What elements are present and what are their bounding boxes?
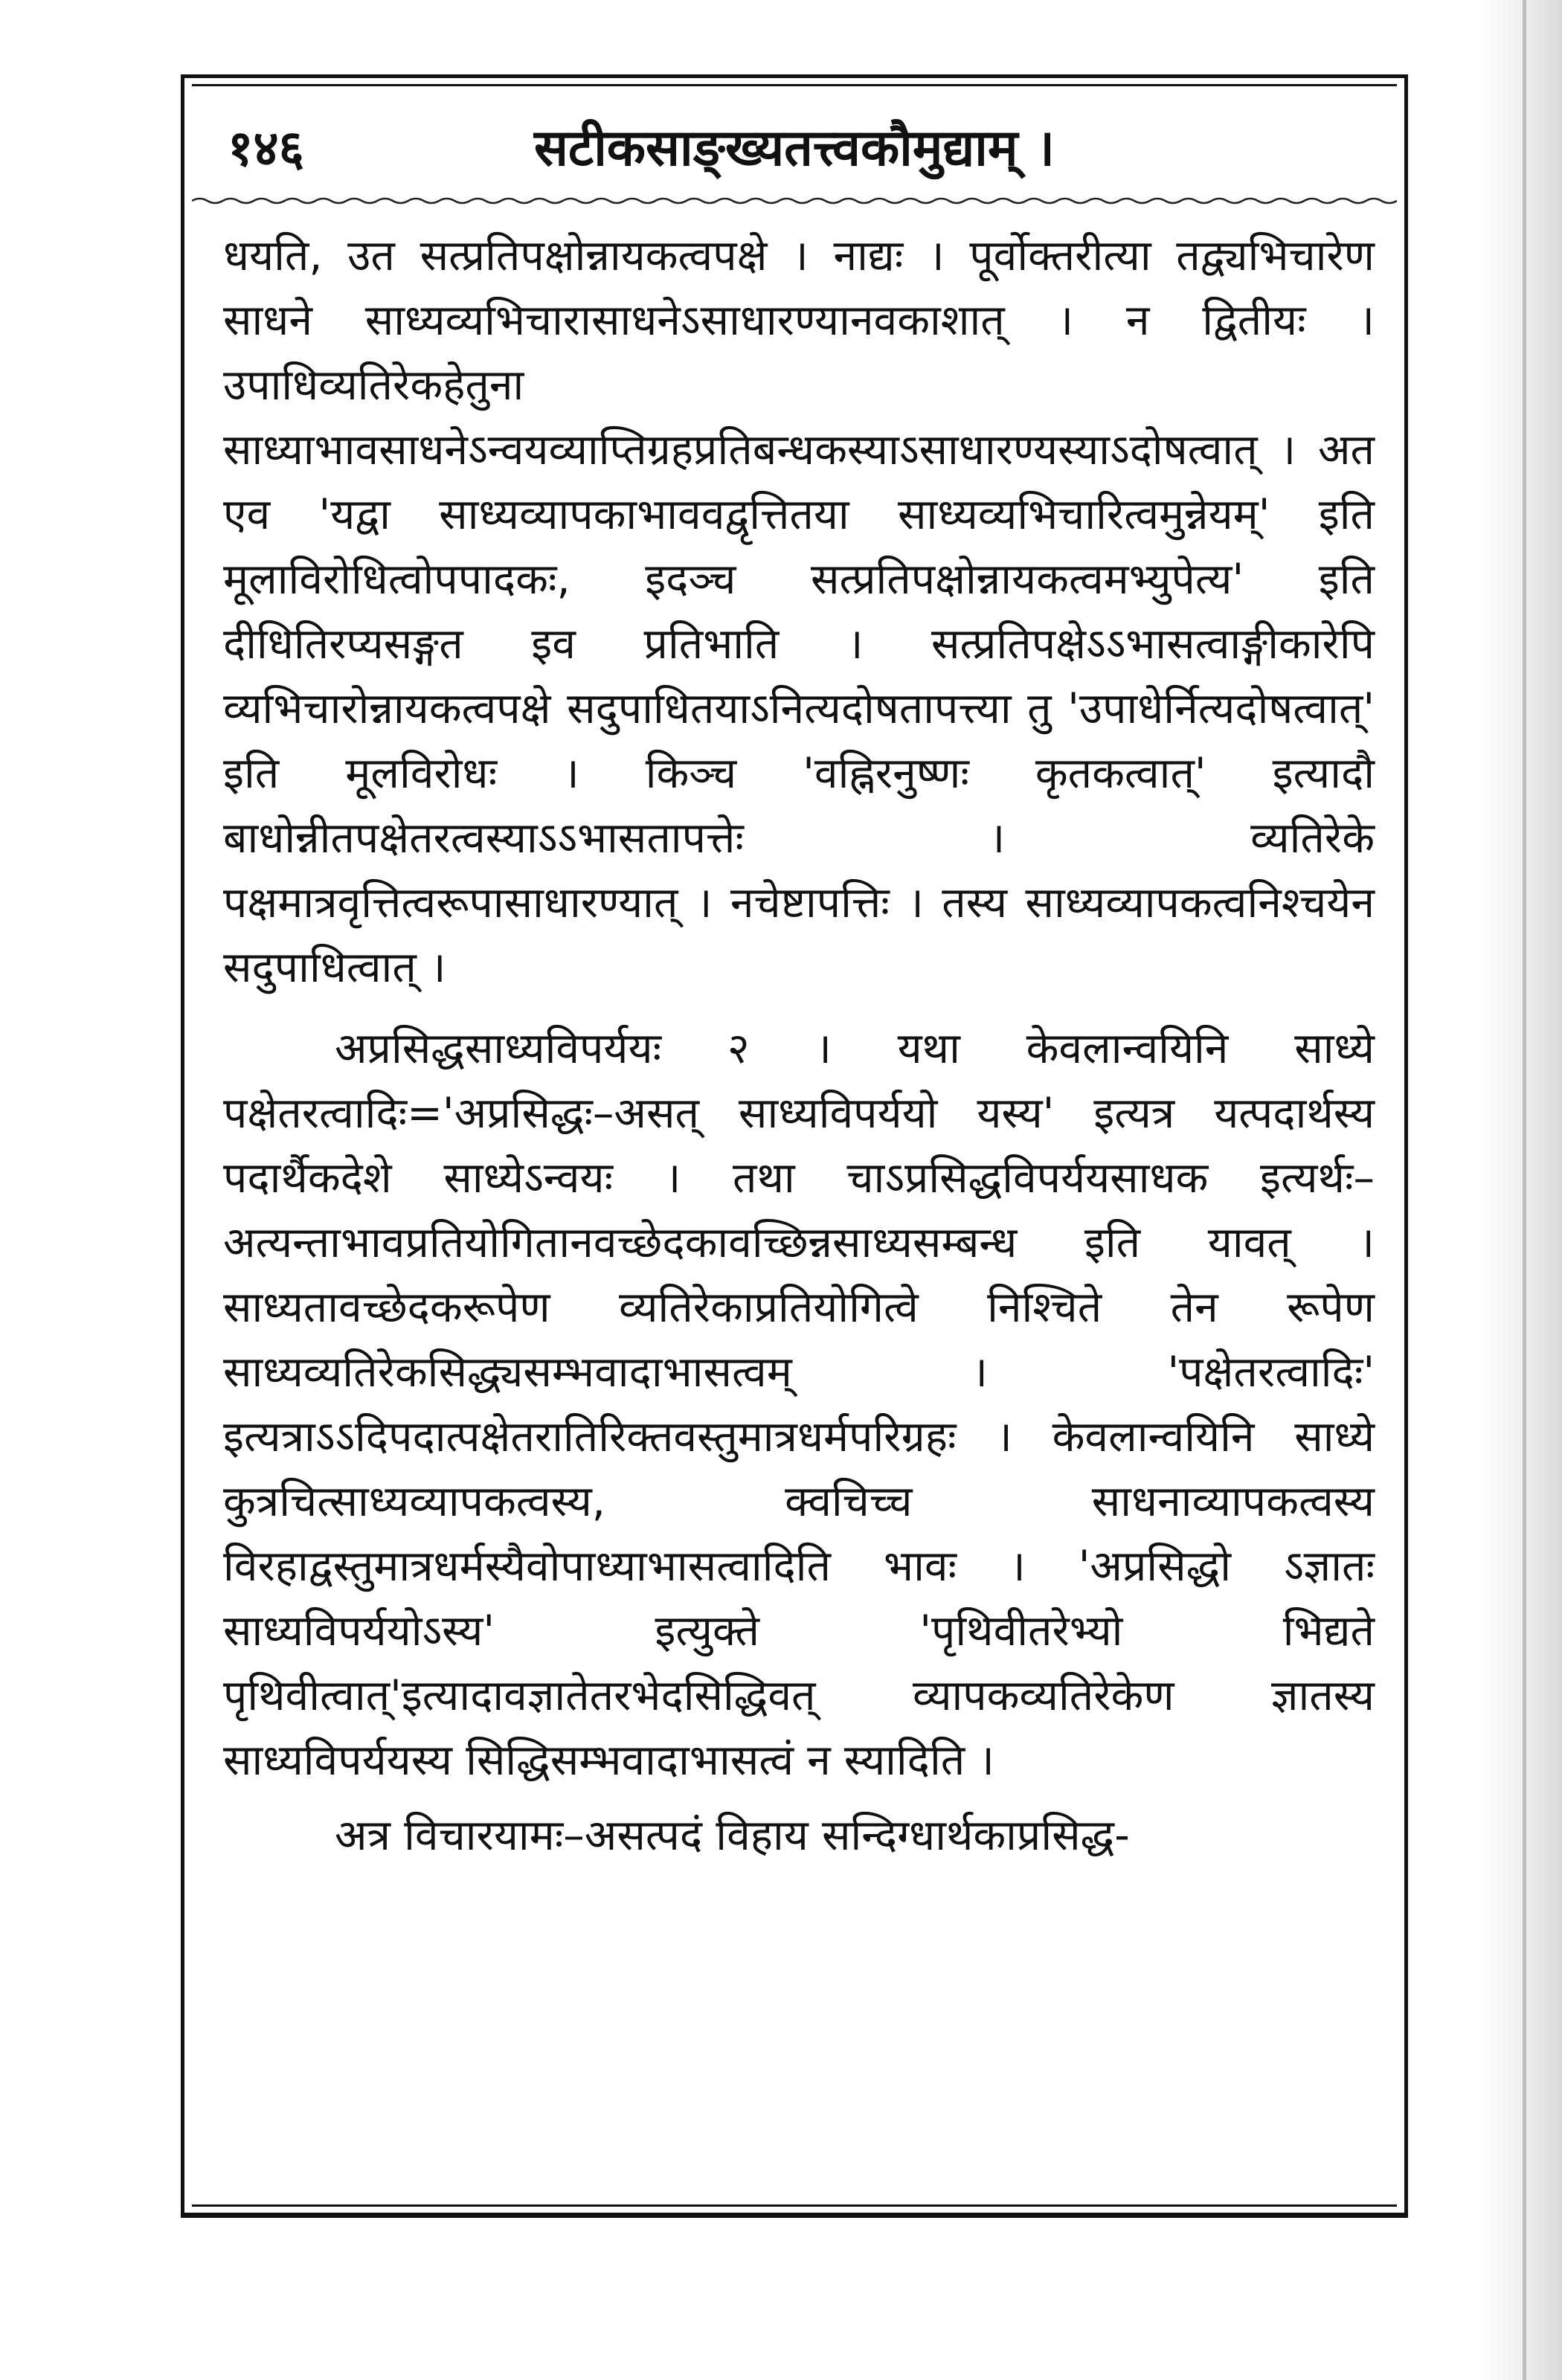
body-text bbox=[223, 224, 1375, 1868]
page-number: १४६ bbox=[228, 120, 304, 177]
header-wavy-rule bbox=[192, 196, 1397, 206]
paragraph-3: अत्र विचारयामः–असत्पदं विहाय सन्दिग्धार्थकाप्रसिद्ध- bbox=[335, 1811, 1130, 1860]
scan-edge-shadow bbox=[1480, 0, 1562, 2380]
scan-edge-line bbox=[1523, 0, 1526, 2380]
paragraph-2: अप्रसिद्धसाध्यविपर्ययः २ । यथा केवलान्वयिनि साध्ये पक्षेतरत्वादिः='अप्रसिद्धः–असत् साध्यविपर्ययो यस्य' इत्यत्र यत्पदार्थस्य पदार्थैकदेशे साध्येऽन्वयः । तथा चाऽप्रसिद्धविपर्ययसाधक इत्यर्थः–अत्यन्ताभावप्रतियोगितानवच्छेदकावच्छिन्नसाध्यसम्बन्ध इति यावत् । साध्यतावच्छेदकरूपेण व्यतिरेकाप्रतियोगित्वे निश्चिते तेन रूपेण साध्यव्यतिरेकसिद्ध्यसम्भवादाभासत्वम् । 'पक्षेतरत्वादिः' इत्यत्राऽऽदिपदात्पक्षेतरातिरिक्तवस्तुमात्रधर्मपरिग्रहः । केवलान्वयिनि साध्ये कुत्रचित्साध्यव्यापकत्वस्य, क्वचिच्च साधनाव्यापकत्वस्य विरहाद्वस्तुमात्रधर्मस्यैवोपाध्याभासत्वादिति भावः । 'अप्रसिद्धो ऽज्ञातः साध्यविपर्ययोऽस्य' इत्युक्ते 'पृथिवीतरेभ्यो भिद्यते पृथिवीत्वात्'इत्यादावज्ञातेतरभेदसिद्धिवत् व्यापकव्यतिरेकेण ज्ञातस्य साध्यविपर्ययस्य सिद्धिसम्भवादाभासत्वं न स्यादिति । bbox=[223, 1024, 1375, 1785]
running-title: सटीकसाङ्ख्यतत्त्वकौमुद्याम् । bbox=[533, 119, 1055, 178]
paragraph-1: धयति, उत सत्प्रतिपक्षोन्नायकत्वपक्षे । नाद्यः । पूर्वोक्तरीत्या तद्व्यभिचारेण साधने साध्यव्यभिचारासाधनेऽसाधारण्यानवकाशात् । न द्वितीयः । उपाधिव्यतिरेकहेतुना साध्याभावसाधनेऽन्वयव्याप्तिग्रहप्रतिबन्धकस्याऽसाधारण्यस्याऽदोषत्वात् । अत एव 'यद्वा साध्यव्यापकाभाववद्वृत्तितया साध्यव्यभिचारित्वमुन्नेयम्' इति मूलाविरोधित्वोपपादकः, इदञ्च सत्प्रतिपक्षोन्नायकत्वमभ्युपेत्य' इति दीधितिरप्यसङ्गत इव प्रतिभाति । सत्प्रतिपक्षेऽऽभासत्वाङ्गीकारेपि व्यभिचारोन्नायकत्वपक्षे सदुपाधितयाऽनित्यदोषतापत्त्या तु 'उपाधेर्नित्यदोषत्वात्' इति मूलविरोधः । किञ्च 'वह्निरनुष्णः कृतकत्वात्' इत्यादौ बाधोन्नीतपक्षेतरत्वस्याऽऽभासतापत्तेः । व्यतिरेके पक्षमात्रवृत्तित्वरूपासाधारण्यात् । नचेष्टापत्तिः । तस्य साध्यव्यापकत्वनिश्चयेन सदुपाधित्वात् । bbox=[223, 231, 1375, 992]
wavy-rule-graphic bbox=[192, 196, 1397, 206]
page-header bbox=[214, 108, 1375, 190]
page-frame bbox=[181, 74, 1408, 2218]
